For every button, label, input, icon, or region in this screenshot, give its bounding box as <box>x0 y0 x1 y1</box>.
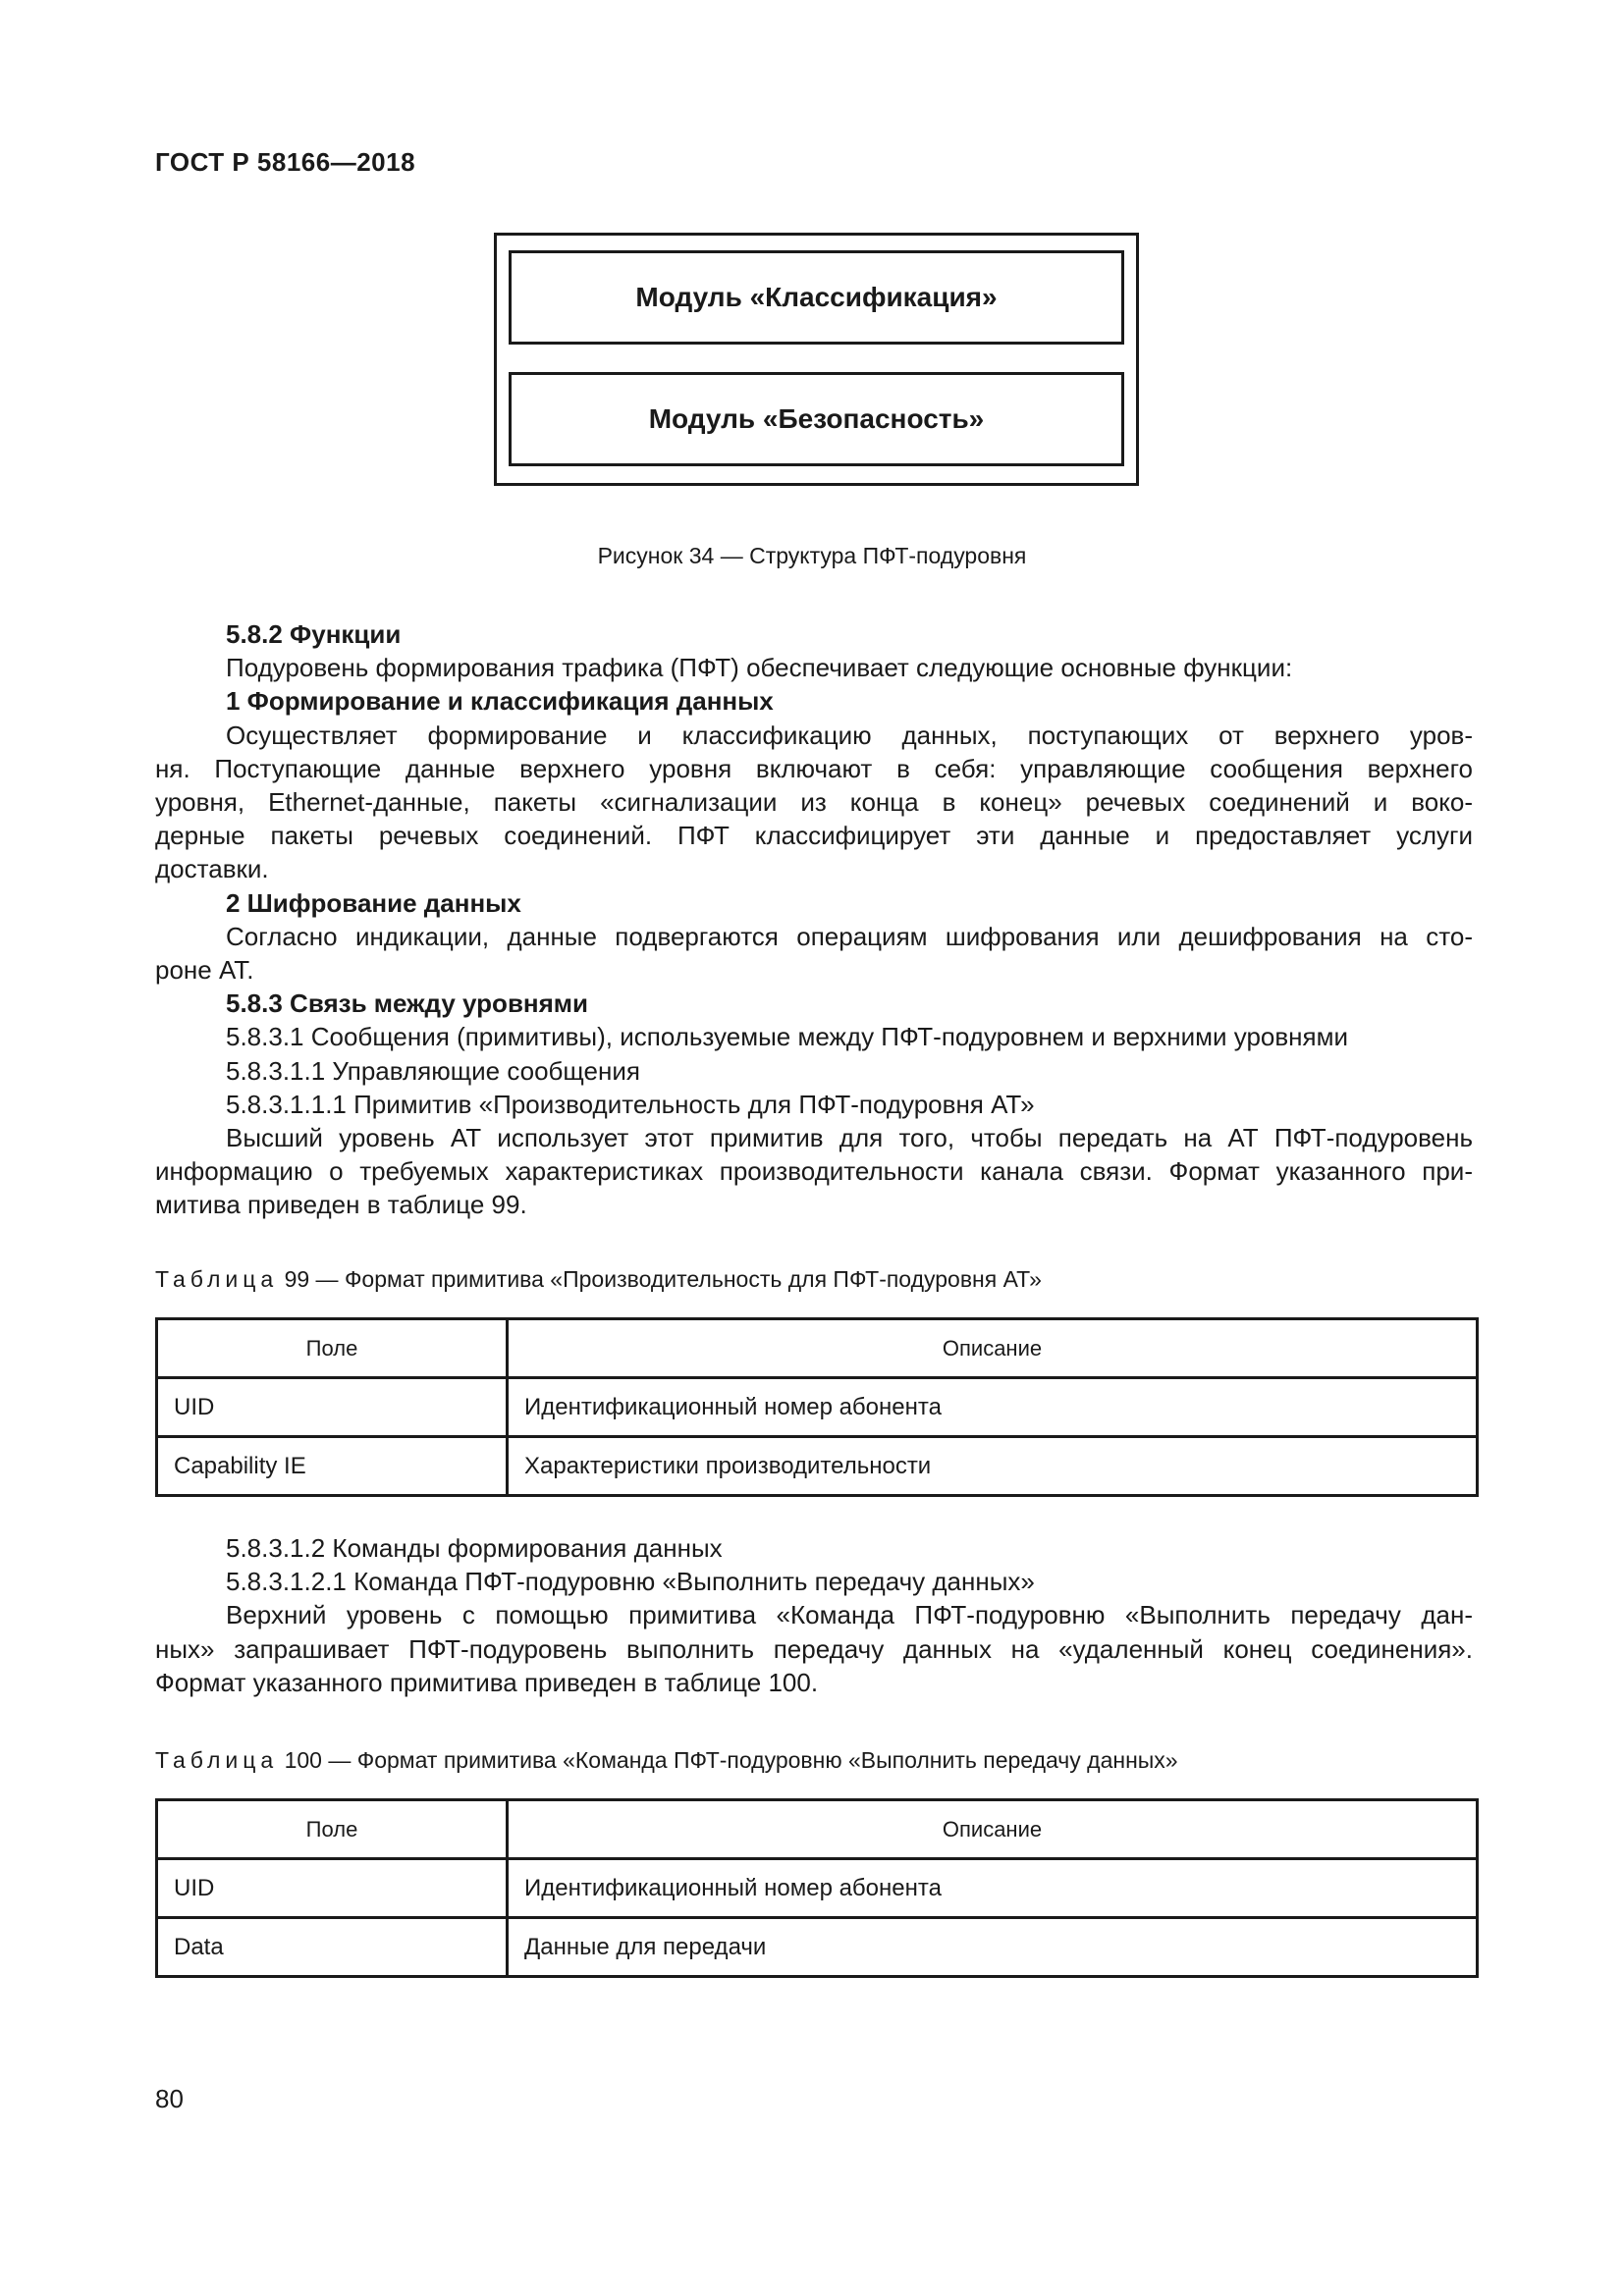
table-99 <box>155 1317 1479 1497</box>
table-header-row <box>157 1319 1478 1378</box>
section-5-8-2-title: 5.8.2 Функции <box>226 619 402 649</box>
cell-description: Характеристики производительности <box>508 1437 1478 1496</box>
paragraph-line: Высший уровень АТ использует этот примитив для того, чтобы передать на АТ ПФТ-подуровень <box>226 1123 1473 1153</box>
subsection-heading: 5.8.3.1.1.1 Примитив «Производительность для ПФТ-подуровня АТ» <box>226 1089 1035 1119</box>
paragraph-line: Согласно индикации, данные подвергаются операциям шифрования или дешифрования на сто- <box>226 921 1473 951</box>
section-5-8-3-title: 5.8.3 Связь между уровнями <box>226 988 589 1019</box>
subsection-heading: 5.8.3.1.1 Управляющие сообщения <box>226 1055 640 1086</box>
paragraph-line: роне АТ. <box>155 955 254 986</box>
section-text <box>155 617 1473 1222</box>
cell-description: Идентификационный номер абонента <box>508 1378 1478 1437</box>
paragraph-line: доставки. <box>155 854 269 884</box>
cell-field: UID <box>157 1859 508 1918</box>
figure-caption: Рисунок 34 — Структура ПФТ-подуровня <box>597 543 1027 568</box>
paragraph-line: Формат указанного примитива приведен в таблице 100. <box>155 1667 819 1697</box>
paragraph: Подуровень формирования трафика (ПФТ) обеспечивает следующие основные функции: <box>226 653 1293 683</box>
table-caption-text: 99 — Формат примитива «Производительность для ПФТ-подуровня АТ» <box>284 1266 1042 1292</box>
subsection-heading: 5.8.3.1.2.1 Команда ПФТ-подуровню «Выполнить передачу данных» <box>226 1567 1035 1597</box>
function-2-title: 2 Шифрование данных <box>226 887 521 918</box>
header-field: Поле <box>157 1800 508 1859</box>
module-classification-box: Модуль «Классификация» <box>509 250 1124 345</box>
figure-34-structure <box>494 233 1139 486</box>
section-text-2 <box>155 1531 1473 1699</box>
table-100-caption <box>155 1747 1178 1774</box>
table-99-caption <box>155 1266 1042 1293</box>
header-field: Поле <box>157 1319 508 1378</box>
function-1-title: 1 Формирование и классификация данных <box>226 686 774 717</box>
paragraph-line: митива приведен в таблице 99. <box>155 1190 527 1220</box>
document-id: ГОСТ Р 58166—2018 <box>155 147 416 177</box>
cell-field: Data <box>157 1918 508 1977</box>
table-header-row <box>157 1800 1478 1859</box>
paragraph-line: уровня, Ethernet-данные, пакеты «сигнализации из конца в конец» речевых соединений и воко- <box>155 787 1473 818</box>
table-caption-text: 100 — Формат примитива «Команда ПФТ-подуровню «Выполнить передачу данных» <box>284 1747 1178 1773</box>
page-number: 80 <box>155 2084 184 2113</box>
table-label: Таблица <box>155 1266 279 1292</box>
table-row <box>157 1859 1478 1918</box>
cell-description: Идентификационный номер абонента <box>508 1859 1478 1918</box>
paragraph-line: ня. Поступающие данные верхнего уровня включают в себя: управляющие сообщения верхнего <box>155 753 1473 783</box>
paragraph-line: информацию о требуемых характеристиках производительности канала связи. Формат указанного при- <box>155 1156 1473 1187</box>
module-security-box: Модуль «Безопасность» <box>509 372 1124 466</box>
table-row <box>157 1437 1478 1496</box>
table-row <box>157 1378 1478 1437</box>
paragraph-line: дерные пакеты речевых соединений. ПФТ классифицирует эти данные и предоставляет услуги <box>155 821 1473 851</box>
subsection-heading: 5.8.3.1 Сообщения (примитивы), используемые между ПФТ-подуровнем и верхними уровнями <box>226 1022 1349 1052</box>
header-description: Описание <box>508 1800 1478 1859</box>
paragraph-line: ных» запрашивает ПФТ-подуровень выполнить передачу данных на «удаленный конец соединения». <box>155 1633 1473 1664</box>
cell-field: Capability IE <box>157 1437 508 1496</box>
cell-description: Данные для передачи <box>508 1918 1478 1977</box>
subsection-heading: 5.8.3.1.2 Команды формирования данных <box>226 1533 723 1563</box>
table-100 <box>155 1798 1479 1978</box>
table-label: Таблица <box>155 1747 279 1773</box>
cell-field: UID <box>157 1378 508 1437</box>
table-row <box>157 1918 1478 1977</box>
header-description: Описание <box>508 1319 1478 1378</box>
paragraph-line: Осуществляет формирование и классификацию данных, поступающих от верхнего уров- <box>226 720 1473 750</box>
paragraph-line: Верхний уровень с помощью примитива «Команда ПФТ-подуровню «Выполнить передачу дан- <box>226 1600 1473 1630</box>
